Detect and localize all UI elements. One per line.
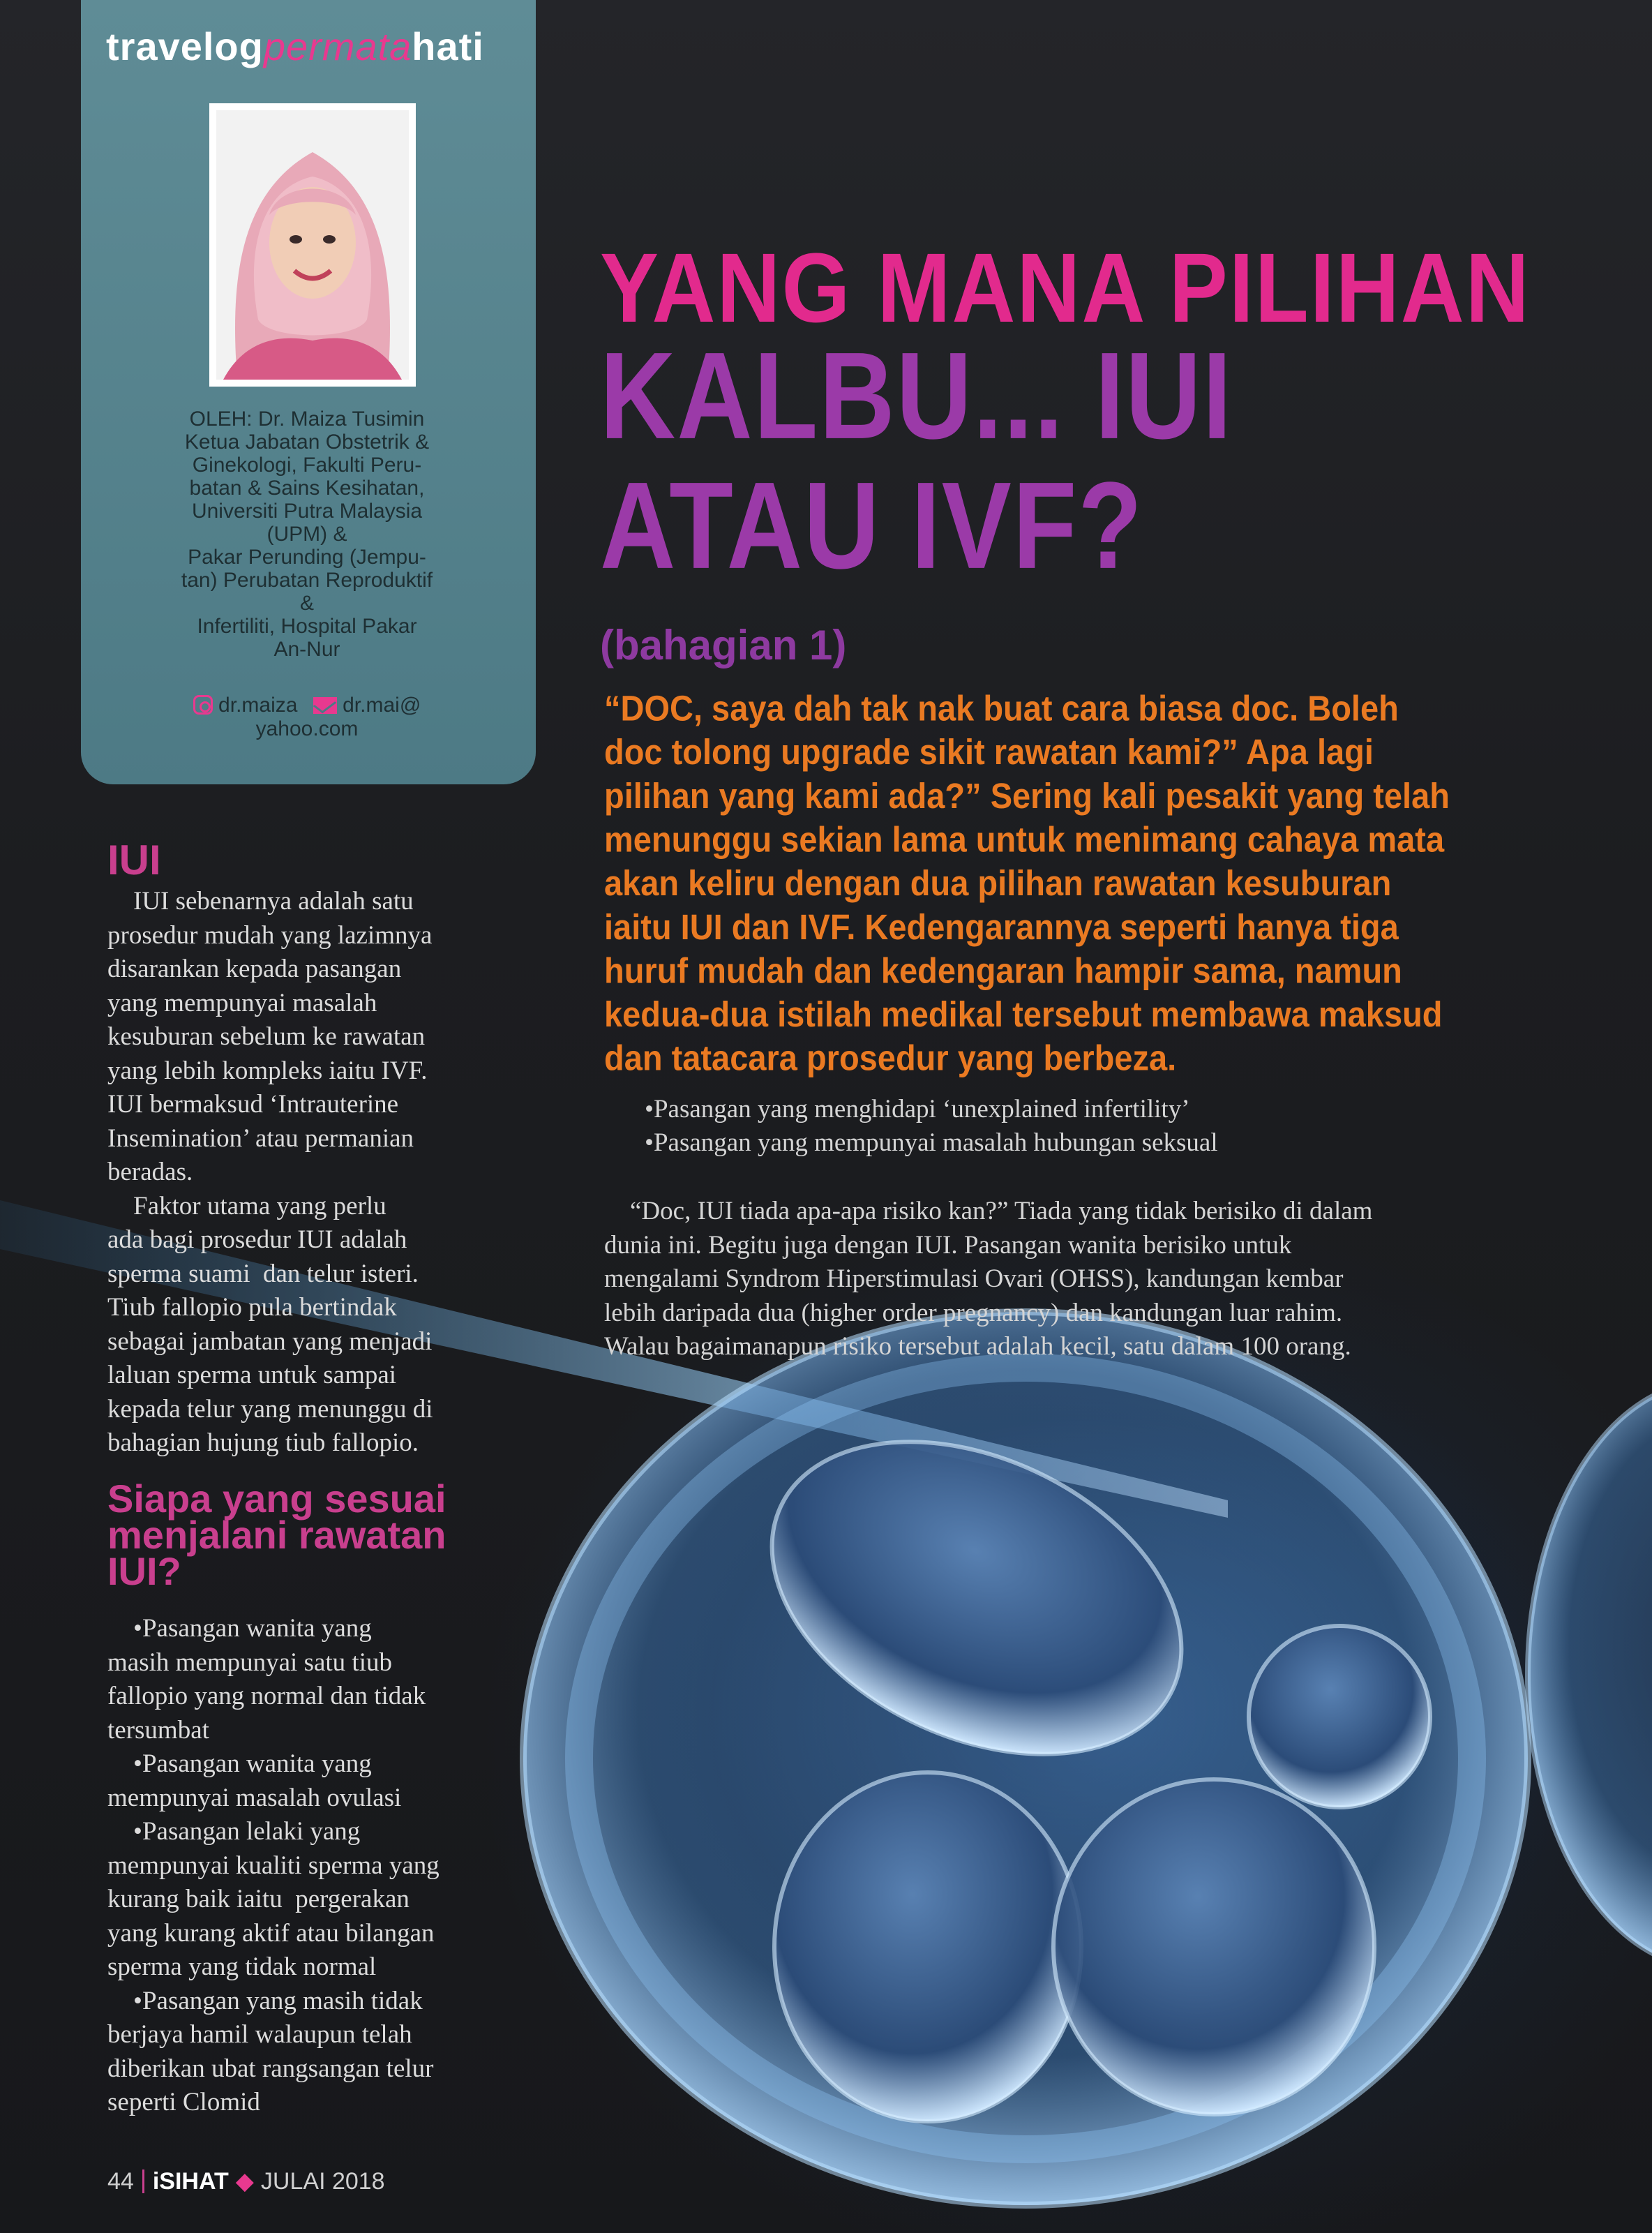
title-line-1: YANG MANA PILIHAN: [600, 232, 1531, 343]
author-credit: [105, 408, 509, 661]
iui-line: Tiub fallopio pula bertindak: [107, 1293, 397, 1322]
siapa-line: seperti Clomid: [107, 2088, 260, 2116]
author-line: OLEH: Dr. Maiza Tusimin: [189, 408, 425, 431]
diamond-icon: ◆: [235, 2168, 254, 2195]
siapa-line: •Pasangan wanita yang: [107, 1749, 372, 1778]
intro-line: iaitu IUI dan IVF. Kedengarannya seperti hanya tiga: [604, 906, 1399, 947]
brand-part-1: travelog: [106, 24, 264, 68]
blastomere-shape: [774, 1772, 1081, 2121]
author-line: Universiti Putra Malaysia: [191, 500, 423, 523]
author-photo: [209, 103, 416, 387]
author-line: Pakar Perunding (Jempu-: [188, 546, 426, 569]
risk-line: Walau bagaimanapun risiko tersebut adalah kecil, satu dalam 100 orang.: [604, 1332, 1351, 1361]
iui-line: IUI bermaksud ‘Intrauterine: [107, 1090, 399, 1119]
siapa-heading-line: Siapa yang sesuai: [107, 1477, 446, 1521]
author-line: Ketua Jabatan Obstetrik &: [184, 431, 430, 454]
footer-divider: [142, 2169, 144, 2193]
iui-line: yang mempunyai masalah: [107, 988, 377, 1017]
siapa-heading-line: IUI?: [107, 1549, 181, 1593]
risk-paragraph: [604, 1195, 1532, 1364]
author-portrait-illustration: [216, 110, 409, 380]
article-title: [600, 232, 1632, 595]
risk-line: dunia ini. Begitu juga dengan IUI. Pasangan wanita berisiko untuk: [604, 1230, 1292, 1260]
iui-line: disarankan kepada pasangan: [107, 955, 402, 983]
section-brand: [106, 24, 484, 69]
page-number: 44: [107, 2168, 134, 2195]
siapa-line: •Pasangan yang masih tidak: [107, 1986, 423, 2015]
issue-date: JULAI 2018: [260, 2168, 385, 2195]
bullet-list-continued: [645, 1093, 1218, 1160]
siapa-line: sperma yang tidak normal: [107, 1952, 377, 1981]
intro-line: dan tatacara prosedur yang berbeza.: [604, 1038, 1177, 1078]
iui-line: kepada telur yang menunggu di: [107, 1394, 433, 1424]
title-line-2: KALBU... IUI: [600, 326, 1233, 465]
risk-line: mengalami Syndrom Hiperstimulasi Ovari (OHSS), kandungan kembar: [604, 1264, 1344, 1293]
bullet-item: •Pasangan yang menghidapi ‘unexplained infertility’: [645, 1095, 1190, 1123]
intro-line: akan keliru dengan dua pilihan rawatan kesuburan: [604, 862, 1392, 903]
siapa-line: •Pasangan lelaki yang: [107, 1817, 361, 1846]
iui-line: prosedur mudah yang lazimnya: [107, 920, 433, 950]
email-address-part2[interactable]: yahoo.com: [255, 717, 359, 740]
iui-line: ada bagi prosedur IUI adalah: [107, 1225, 407, 1254]
blastomere-shape: [1249, 1626, 1430, 1807]
iui-line: beradas.: [107, 1158, 193, 1186]
title-line-3: ATAU IVF?: [600, 456, 1143, 595]
risk-line: “Doc, IUI tiada apa-apa risiko kan?” Tiada yang tidak berisiko di dalam: [604, 1197, 1373, 1225]
iui-body: [107, 885, 526, 1461]
siapa-line: fallopio yang normal dan tidak: [107, 1682, 426, 1710]
intro-line: doc tolong upgrade sikit rawatan kami?” Apa lagi: [604, 731, 1374, 772]
iui-line: Faktor utama yang perlu: [107, 1191, 386, 1220]
siapa-line: mempunyai masalah ovulasi: [107, 1783, 402, 1812]
iui-line: bahagian hujung tiub fallopio.: [107, 1428, 419, 1457]
iui-line: yang lebih kompleks iaitu IVF.: [107, 1056, 428, 1085]
adjacent-cell-shape: [1528, 1382, 1652, 1968]
iui-line: sperma suami dan telur isteri.: [107, 1259, 419, 1288]
intro-paragraph: [604, 687, 1553, 1080]
siapa-line: tersumbat: [107, 1715, 209, 1745]
author-line: Ginekologi, Fakulti Peru-: [192, 454, 422, 477]
blastomere-shape: [1053, 1779, 1374, 2114]
iui-line: IUI sebenarnya adalah satu: [107, 887, 414, 916]
iui-line: laluan sperma untuk sampai: [107, 1361, 397, 1389]
brand-part-2: permata: [263, 24, 412, 68]
siapa-line: yang kurang aktif atau bilangan: [107, 1918, 435, 1948]
siapa-list: [107, 1612, 540, 2120]
bullet-item: •Pasangan yang mempunyai masalah hubungan seksual: [645, 1128, 1218, 1157]
iui-line: kesuburan sebelum ke rawatan: [107, 1022, 426, 1051]
magazine-name: iSIHAT: [152, 2168, 229, 2195]
iui-line: sebagai jambatan yang menjadi: [107, 1327, 433, 1356]
author-line: batan & Sains Kesihatan,: [189, 477, 425, 500]
brand-part-3: hati: [412, 24, 484, 68]
siapa-line: berjaya hamil walaupun telah: [107, 2020, 412, 2049]
siapa-heading: [107, 1477, 540, 1593]
email-icon: [313, 697, 337, 714]
risk-line: lebih daripada dua (higher order pregnancy) dan kandungan luar rahim.: [604, 1298, 1343, 1327]
instagram-handle[interactable]: dr.maiza: [218, 694, 298, 717]
siapa-line: •Pasangan wanita yang: [107, 1614, 372, 1643]
intro-line: “DOC, saya dah tak nak buat cara biasa doc. Boleh: [604, 688, 1399, 729]
author-line: An-Nur: [273, 638, 340, 661]
author-line: &: [299, 592, 314, 615]
siapa-line: kurang baik iaitu pergerakan: [107, 1885, 410, 1913]
intro-line: pilihan yang kami ada?” Sering kali pesakit yang telah: [604, 775, 1450, 816]
intro-line: menunggu sekian lama untuk menimang cahaya mata: [604, 819, 1445, 860]
iui-line: Insemination’ atau permanian: [107, 1123, 414, 1153]
siapa-line: mempunyai kualiti sperma yang: [107, 1851, 440, 1880]
siapa-line: masih mempunyai satu tiub: [107, 1648, 392, 1677]
siapa-line: diberikan ubat rangsangan telur: [107, 2054, 434, 2083]
iui-heading: IUI: [107, 837, 161, 883]
intro-line: kedua-dua istilah medikal tersebut membawa maksud: [604, 994, 1443, 1034]
page-footer: [107, 2167, 385, 2195]
siapa-heading-line: menjalani rawatan: [107, 1513, 446, 1557]
intro-line: huruf mudah dan kedengaran hampir sama, namun: [604, 950, 1402, 991]
article-subtitle: (bahagian 1): [600, 622, 847, 669]
author-line: tan) Perubatan Reproduktif: [181, 569, 433, 592]
author-line: Infertiliti, Hospital Pakar: [197, 615, 417, 638]
author-line: (UPM) &: [266, 523, 347, 546]
email-address-part1[interactable]: dr.mai@: [343, 694, 421, 717]
author-contact: [105, 694, 509, 741]
instagram-icon: [193, 695, 213, 715]
